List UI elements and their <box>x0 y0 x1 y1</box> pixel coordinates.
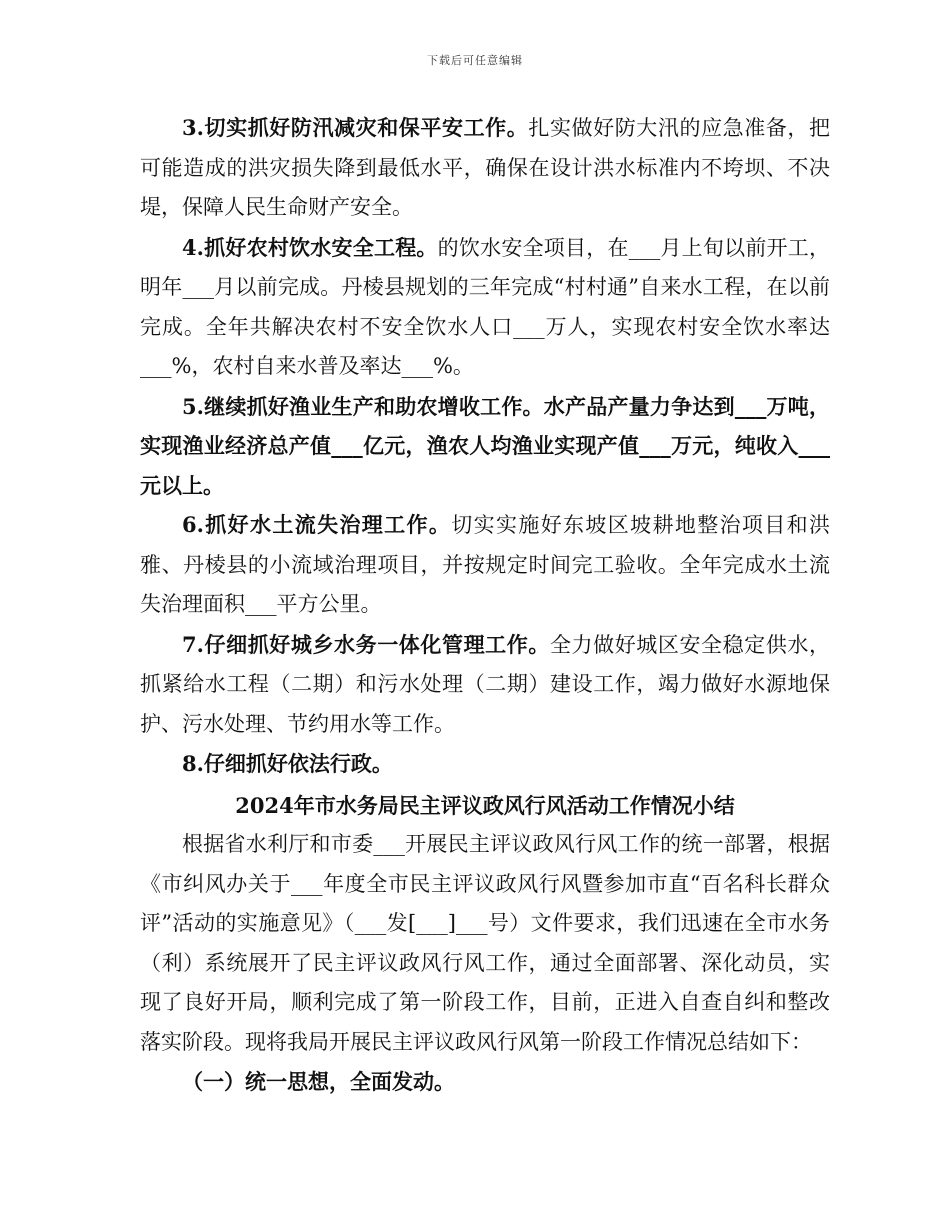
section-title: 2024年市水务局民主评议政风行风活动工作情况小结 <box>235 792 735 818</box>
subheading: （一）统一思想，全面发动。 <box>182 1069 455 1094</box>
paragraph-text: 的饮水安全项目，在___月上旬以前开工，明年___月以前完成。丹棱县规划的三年完成“村村通”自来水工程，在以前完成。全年共解决农村不安全饮水人口___万人，实现农村安全饮水率达___%，农村自来水普及率达___%。 <box>140 235 831 378</box>
page-header: 下载后可任意编辑 <box>427 54 523 67</box>
paragraph-6 <box>140 505 830 625</box>
paragraph-8: 8.仔细抓好依法行政。 <box>182 751 393 776</box>
paragraph-heading: 6.抓好水土流失治理工作。 <box>182 512 452 537</box>
paragraph-text: 全力做好城区安全稳定供水，抓紧给水工程（二期）和污水处理（二期）建设工作，竭力做好水源地保护、污水处理、节约用水等工作。 <box>140 632 831 736</box>
paragraph-5: 5.继续抓好渔业生产和助农增收工作。水产品产量力争达到___万吨，实现渔业经济总产值___亿元，渔农人均渔业实现产值___万元，纯收入___元以上。 <box>140 393 830 498</box>
document-body <box>140 108 830 1102</box>
paragraph-heading: 7.仔细抓好城乡水务一体化管理工作。 <box>182 631 550 657</box>
paragraph-3 <box>140 108 830 228</box>
intro-paragraph: 根据省水利厅和市委___开展民主评议政风行风工作的统一部署，根据《市纠风办关于___年度全市民主评议政风行风暨参加市直“百名科长群众评”活动的实施意见》（___发[___]___号）文件要求，我们迅速在全市水务（利）系统展开了民主评议政风行风工作，通过全面部署、深化动员，实现了良好开局，顺利完成了第一阶段工作，目前，正进入自查自纠和整改落实阶段。现将我局开展民主评议政风行风第一阶段工作情况总结如下： <box>140 832 830 1054</box>
paragraph-7 <box>140 625 830 745</box>
paragraph-text: 切实实施好东坡区坡耕地整治项目和洪雅、丹棱县的小流域治理项目，并按规定时间完工验收。全年完成水土流失治理面积___平方公里。 <box>140 513 831 616</box>
paragraph-heading: 4.抓好农村饮水安全工程。 <box>182 234 438 260</box>
paragraph-4 <box>140 228 830 387</box>
paragraph-text: 扎实做好防大汛的应急准备，把可能造成的洪灾损失降到最低水平，确保在设计洪水标准内不垮坝、不决堤，保障人民生命财产安全。 <box>140 116 831 219</box>
paragraph-heading: 3.切实抓好防汛减灾和保平安工作。 <box>182 115 529 140</box>
